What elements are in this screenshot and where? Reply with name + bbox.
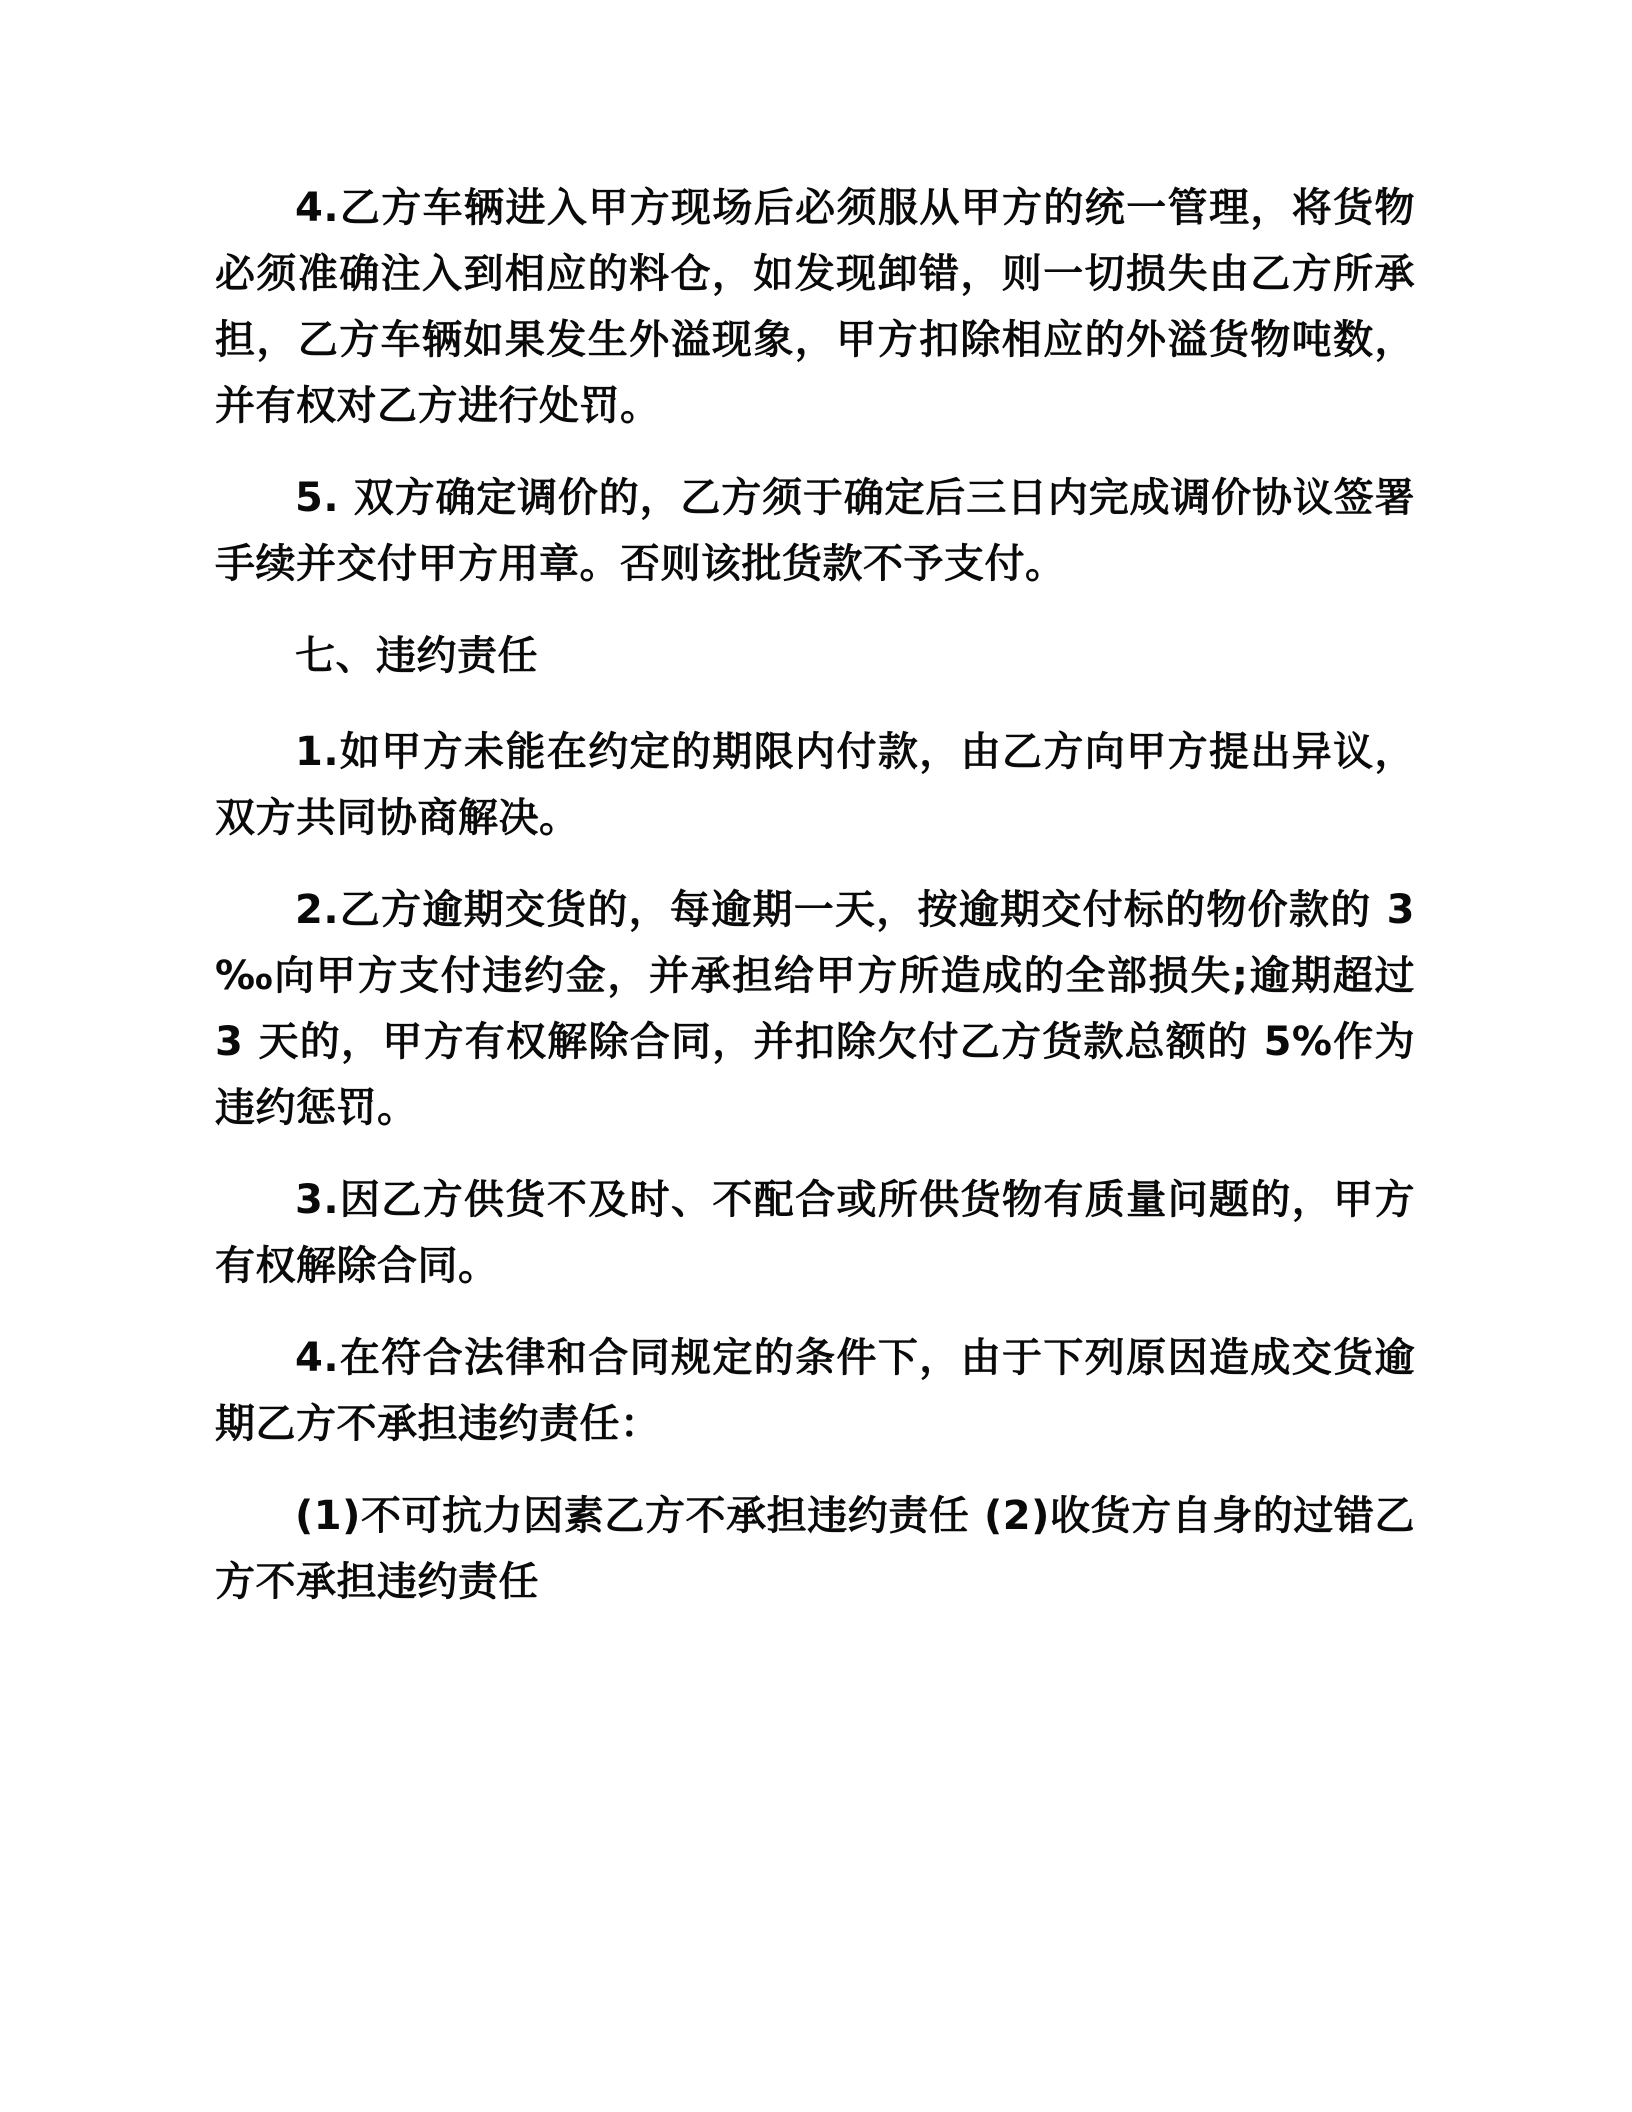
paragraph-clause-7-2: 2.乙方逾期交货的，每逾期一天，按逾期交付标的物价款的 3 ‰向甲方支付违约金，并承担给甲方所造成的全部损失;逾期超过 3 天的，甲方有权解除合同，并扣除欠付乙方货款总额的 5%作为违约惩罚。 [215, 887, 1430, 1131]
paragraph-clause-7-3: 3.因乙方供货不及时、不配合或所供货物有质量问题的，甲方有权解除合同。 [215, 1177, 1415, 1289]
section-heading-7: 七、违约责任 [295, 633, 538, 679]
paragraph-clause-7-4: 4.在符合法律和合同规定的条件下，由于下列原因造成交货逾期乙方不承担违约责任： [215, 1335, 1415, 1447]
paragraph-clause-6-4: 4.乙方车辆进入甲方现场后必须服从甲方的统一管理，将货物必须准确注入到相应的料仓，如发现卸错，则一切损失由乙方所承担，乙方车辆如果发生外溢现象，甲方扣除相应的外溢货物吨数，并有权对乙方进行处罚。 [215, 185, 1415, 429]
paragraph-clause-7-4-items: (1)不可抗力因素乙方不承担违约责任 (2)收货方自身的过错乙方不承担违约责任 [215, 1493, 1415, 1605]
document-body [215, 175, 1430, 1615]
paragraph-clause-6-5: 5. 双方确定调价的，乙方须于确定后三日内完成调价协议签署手续并交付甲方用章。否则该批货款不予支付。 [215, 475, 1415, 587]
paragraph-clause-7-1: 1.如甲方未能在约定的期限内付款，由乙方向甲方提出异议，双方共同协商解决。 [215, 729, 1415, 841]
